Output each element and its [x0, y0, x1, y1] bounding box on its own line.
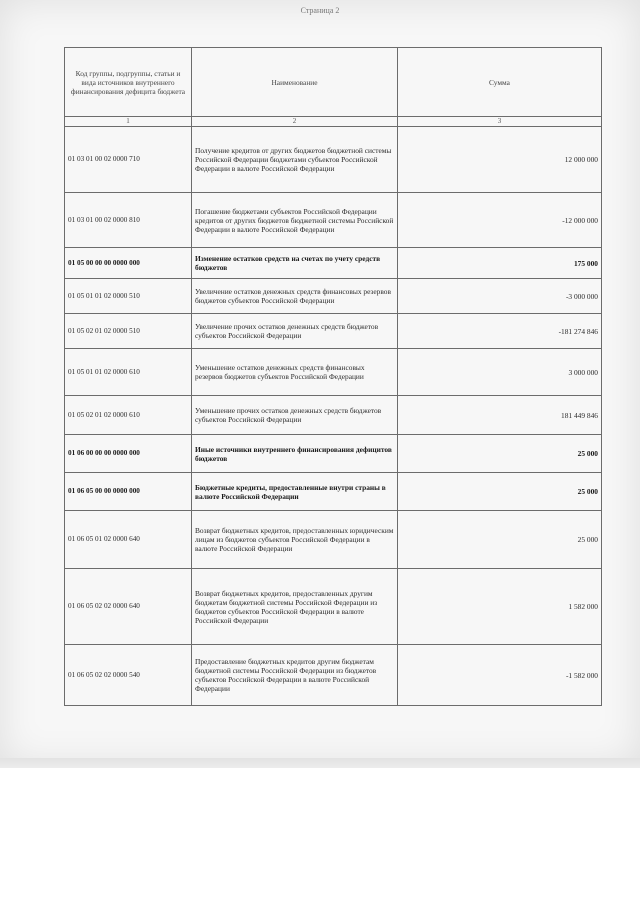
- table-row: [65, 435, 602, 473]
- row-code: 01 06 05 01 02 0000 640: [65, 511, 192, 569]
- row-amount: 175 000: [398, 248, 602, 279]
- table-row: [65, 473, 602, 511]
- row-amount: 3 000 000: [398, 349, 602, 396]
- header-code: Код группы, подгруппы, статьи и вида источников внутреннего финансирования дефицита бюджета: [65, 48, 192, 117]
- row-amount: -181 274 846: [398, 314, 602, 349]
- table-row: [65, 314, 602, 349]
- table-row: [65, 569, 602, 645]
- row-code: 01 03 01 00 02 0000 710: [65, 127, 192, 193]
- table-row: [65, 279, 602, 314]
- row-amount: 25 000: [398, 473, 602, 511]
- row-amount: 181 449 846: [398, 396, 602, 435]
- row-name: Увеличение прочих остатков денежных средств бюджетов субъектов Российской Федерации: [192, 314, 398, 349]
- row-name: Увеличение остатков денежных средств финансовых резервов бюджетов субъектов Российской Федерации: [192, 279, 398, 314]
- row-amount: 25 000: [398, 435, 602, 473]
- header-name: Наименование: [192, 48, 398, 117]
- row-name: Погашение бюджетами субъектов Российской Федерации кредитов от других бюджетов бюджетной системы Российской Федерации в валюте Российской Федерации: [192, 193, 398, 248]
- row-code: 01 06 05 02 02 0000 540: [65, 645, 192, 706]
- row-name: Изменение остатков средств на счетах по учету средств бюджетов: [192, 248, 398, 279]
- column-number: 2: [192, 117, 398, 127]
- column-number: 1: [65, 117, 192, 127]
- row-code: 01 05 01 01 02 0000 510: [65, 279, 192, 314]
- row-code: 01 06 05 02 02 0000 640: [65, 569, 192, 645]
- row-amount: -3 000 000: [398, 279, 602, 314]
- row-name: Возврат бюджетных кредитов, предоставленных другим бюджетам бюджетной системы Российской Федерации из бюджетов субъектов Российской Федерации в валюте Российской Федерации: [192, 569, 398, 645]
- row-code: 01 05 02 01 02 0000 610: [65, 396, 192, 435]
- row-name: Бюджетные кредиты, предоставленные внутри страны в валюте Российской Федерации: [192, 473, 398, 511]
- row-amount: 1 582 000: [398, 569, 602, 645]
- page-edge: [0, 758, 640, 768]
- table-header-row: [65, 48, 602, 117]
- row-code: 01 05 02 01 02 0000 510: [65, 314, 192, 349]
- row-name: Получение кредитов от других бюджетов бюджетной системы Российской Федерации бюджетами субъектов Российской Федерации в валюте Российской Федерации: [192, 127, 398, 193]
- header-amount: Сумма: [398, 48, 602, 117]
- row-code: 01 06 00 00 00 0000 000: [65, 435, 192, 473]
- row-name: Уменьшение прочих остатков денежных средств бюджетов субъектов Российской Федерации: [192, 396, 398, 435]
- table-row: [65, 127, 602, 193]
- row-name: Возврат бюджетных кредитов, предоставленных юридическим лицам из бюджетов субъектов Российской Федерации в валюте Российской Федерации: [192, 511, 398, 569]
- row-amount: 12 000 000: [398, 127, 602, 193]
- row-name: Иные источники внутреннего финансирования дефицитов бюджетов: [192, 435, 398, 473]
- column-number: 3: [398, 117, 602, 127]
- row-code: 01 05 00 00 00 0000 000: [65, 248, 192, 279]
- table-row: [65, 511, 602, 569]
- table-row: [65, 248, 602, 279]
- row-code: 01 03 01 00 02 0000 810: [65, 193, 192, 248]
- table-row: [65, 193, 602, 248]
- row-name: Предоставление бюджетных кредитов другим бюджетам бюджетной системы Российской Федерации из бюджетов субъектов Российской Федерации в валюте Российской Федерации: [192, 645, 398, 706]
- row-code: 01 06 05 00 00 0000 000: [65, 473, 192, 511]
- financing-sources-table: [64, 47, 602, 706]
- row-amount: 25 000: [398, 511, 602, 569]
- page-number-label: Страница 2: [300, 6, 340, 15]
- row-amount: -12 000 000: [398, 193, 602, 248]
- row-code: 01 05 01 01 02 0000 610: [65, 349, 192, 396]
- table-row: [65, 349, 602, 396]
- table-row: [65, 396, 602, 435]
- row-amount: -1 582 000: [398, 645, 602, 706]
- row-name: Уменьшение остатков денежных средств финансовых резервов бюджетов субъектов Российской Федерации: [192, 349, 398, 396]
- table-row: [65, 645, 602, 706]
- column-number-row: [65, 117, 602, 127]
